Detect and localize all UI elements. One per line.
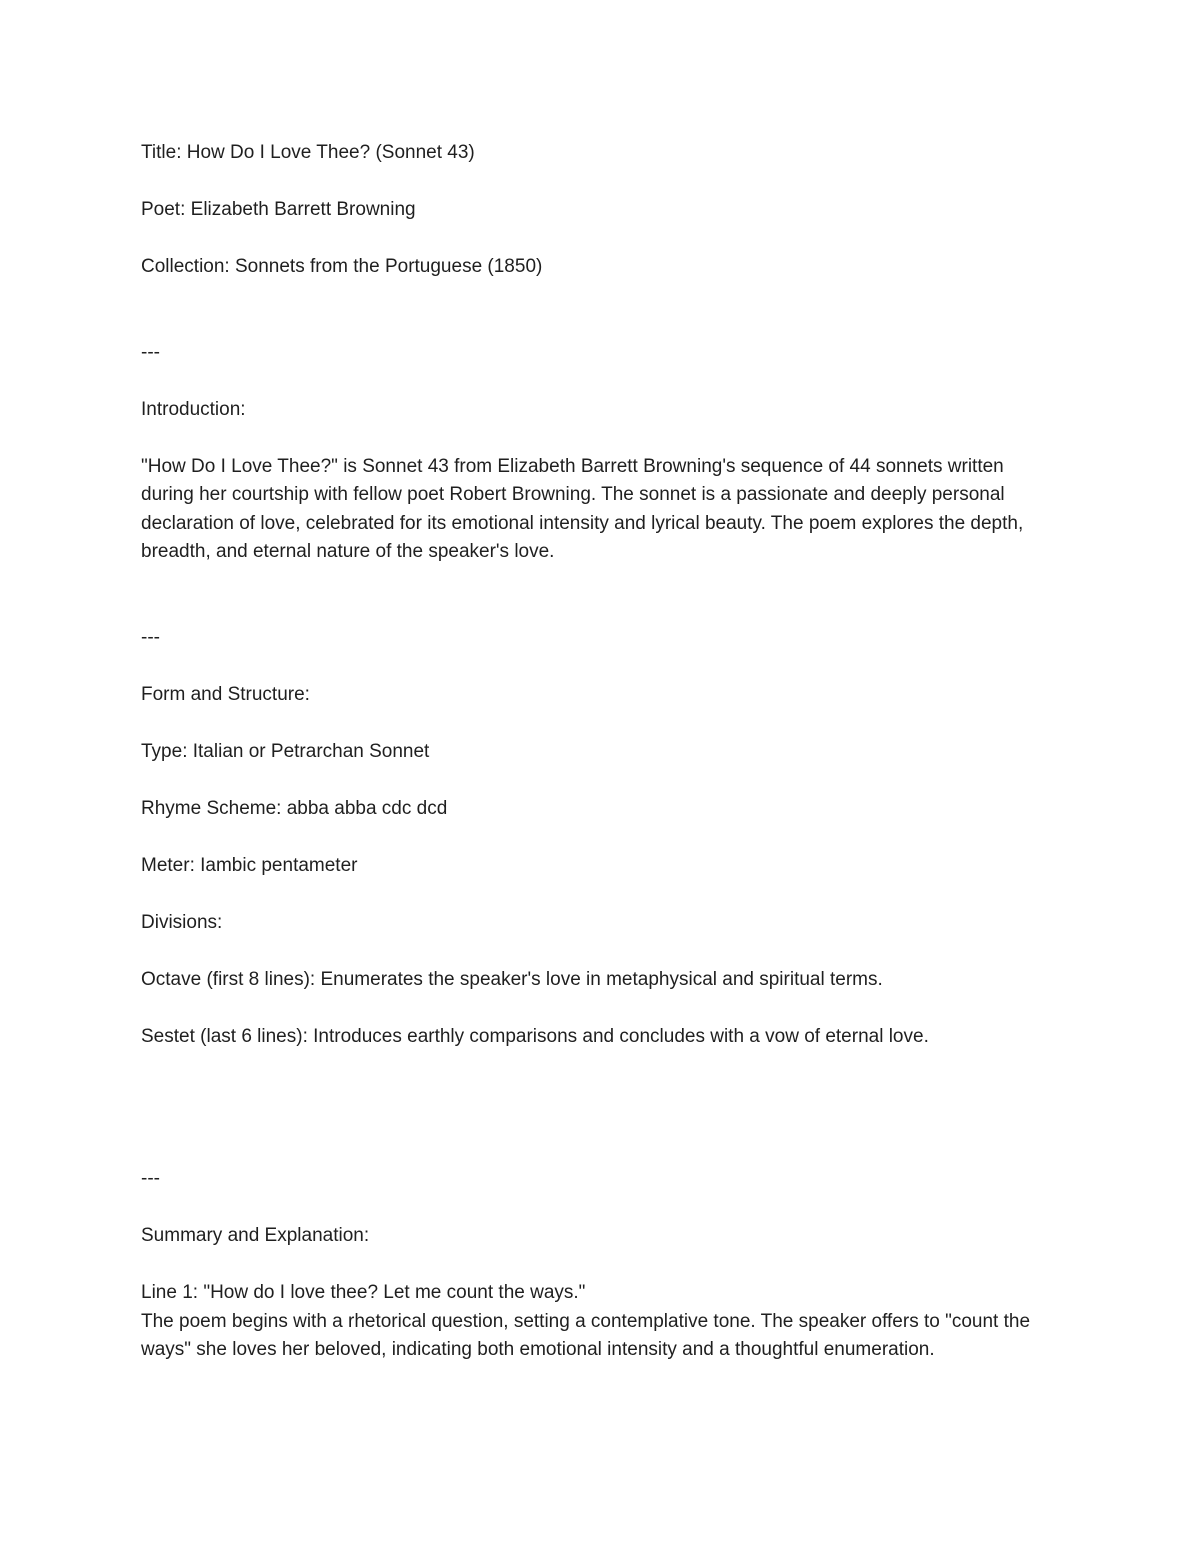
separator: ---	[141, 626, 160, 648]
separator: ---	[141, 1168, 160, 1189]
meter: Meter: Iambic pentameter	[141, 854, 358, 876]
line1-quote: Line 1: "How do I love thee? Let me count the ways."	[141, 1282, 586, 1303]
separator: ---	[141, 341, 160, 363]
title-line: Title: How Do I Love Thee? (Sonnet 43)	[141, 142, 475, 163]
collection-line: Collection: Sonnets from the Portuguese (1850)	[141, 256, 543, 277]
document-content	[141, 139, 1061, 1365]
introduction-heading: Introduction:	[141, 398, 246, 420]
sestet-description: Sestet (last 6 lines): Introduces earthly comparisons and concludes with a vow of eternal love.	[141, 1025, 929, 1047]
rhyme-scheme: Rhyme Scheme: abba abba cdc dcd	[141, 797, 448, 819]
divisions-heading: Divisions:	[141, 911, 223, 933]
line1-explanation: The poem begins with a rhetorical question, setting a contemplative tone. The speaker offers to "count the ways" she loves her beloved, indicating both emotional intensity and a thoughtful enumeration.	[141, 1310, 1031, 1360]
summary-heading: Summary and Explanation:	[141, 1225, 370, 1246]
introduction-body: "How Do I Love Thee?" is Sonnet 43 from Elizabeth Barrett Browning's sequence of 44 sonnets written during her courtship with fellow poet Robert Browning. The sonnet is a passionate and deeply personal declaration of love, celebrated for its emotional intensity and lyrical beauty. The poem explores the depth, breadth, and eternal nature of the speaker's love.	[141, 455, 1024, 562]
form-structure-heading: Form and Structure:	[141, 683, 310, 705]
poet-line: Poet: Elizabeth Barrett Browning	[141, 199, 416, 220]
octave-description: Octave (first 8 lines): Enumerates the speaker's love in metaphysical and spiritual terms.	[141, 968, 883, 990]
sonnet-type: Type: Italian or Petrarchan Sonnet	[141, 740, 430, 762]
